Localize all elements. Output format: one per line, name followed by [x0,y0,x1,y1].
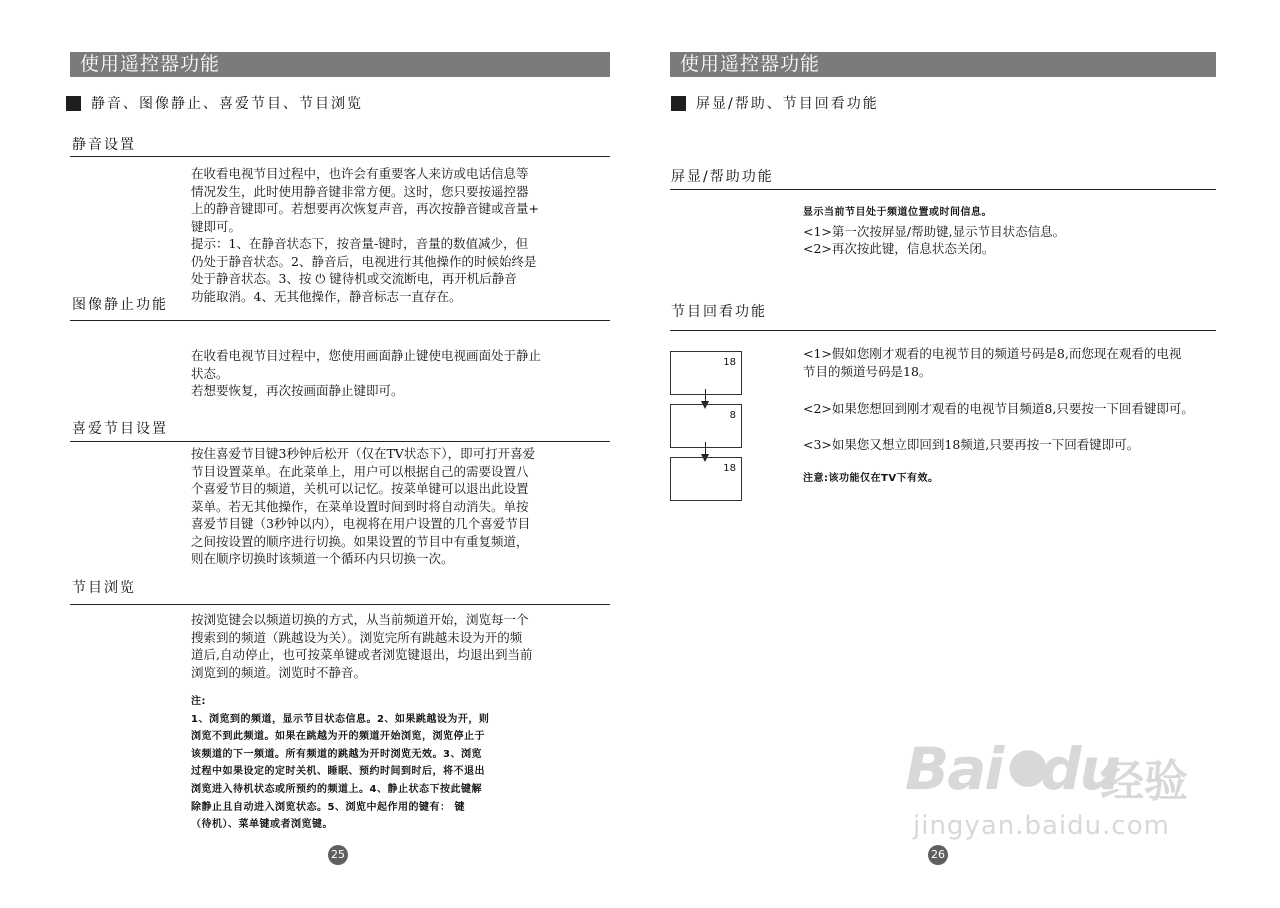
right-section-marker [671,96,686,111]
freeze-rule [70,320,610,321]
display-heading: 屏显/帮助功能 [671,169,774,185]
recall-item-2: <2>如果您想回到刚才观看的电视节目频道8,只要按一下回看键即可。 [803,401,1194,416]
paw-icon: ● [1007,737,1049,793]
mute-heading: 静音设置 [72,137,136,153]
right-banner-title: 使用遥控器功能 [680,53,821,75]
left-page-number: 25 [328,845,348,865]
right-page-banner [670,52,1216,77]
browse-note: 注: 1、浏览到的频道，显示节目状态信息。2、如果跳越设为开，则 浏览不到此频道。如果在跳越为开的频道开始浏览，浏览停止于 该频道的下一频道。所有频道的跳越为开时浏览无效。3、浏览 过程中如果设定的定时关机、睡眠、预约时间到时后，将不退出 浏览进入待机状态或所预约的频道上。4、静止状态下按此键解 除静止且自动进入浏览状态。5、浏览中起作用的键有： 键 （待机）、菜单键或者浏览键。 [191,696,490,831]
freeze-text: 在收看电视节目过程中，您使用画面静止键使电视画面处于静止 状态。 若想要恢复，再次按画面静止键即可。 [191,348,542,398]
display-item-1: <1>第一次按屏显/帮助键,显示节目状态信息。 [803,224,1066,239]
watermark-brand-a: Bai [905,735,1003,803]
left-banner-title: 使用遥控器功能 [80,53,221,75]
recall-item-1: <1>假如您刚才观看的电视节目的频道号码是8,而您现在观看的电视 节目的频道号码是18。 [803,346,1182,379]
favorite-text: 按住喜爱节目键3秒钟后松开（仅在TV状态下），即可打开喜爱 节目设置菜单。在此菜单上，用户可以根据自己的需要设置八 个喜爱节目的频道，关机可以记忆。按菜单键可以退出此设置 菜单。若无其他操作，在菜单设置时间到时将自动消失。单按 喜爱节目键（3秒钟以内），电视将在用户设置的几个喜爱节目 之间按设置的顺序进行切换。如果设置的节目中有重复频道， 则在顺序切换时该频道一个循环内只切换一次。 [191,446,536,566]
left-page-banner [70,52,610,77]
recall-item-3: <3>如果您又想立即回到18频道,只要再按一下回看键即可。 [803,437,1140,452]
watermark-url: jingyan.baidu.com [913,811,1170,841]
tv-channel-3: 18 [723,463,736,474]
display-rule [670,189,1216,190]
browse-heading: 节目浏览 [72,580,136,596]
mute-rule [70,156,610,157]
baidu-watermark [905,735,1205,845]
tv-channel-1: 18 [723,357,736,368]
right-page-number: 26 [928,845,948,865]
favorite-heading: 喜爱节目设置 [72,421,168,437]
recall-note: 注意:该功能仅在TV下有效。 [803,473,939,484]
recall-rule [670,330,1216,331]
left-section-marker [66,96,81,111]
left-section-title: 静音、图像静止、喜爱节目、节目浏览 [91,96,363,112]
tv-channel-2: 8 [729,410,736,421]
browse-rule [70,604,610,605]
tv-screen-2 [670,404,742,448]
browse-text: 按浏览键会以频道切换的方式，从当前频道开始，浏览每一个 搜索到的频道（跳越设为关）。浏览完所有跳越未设为开的频 道后,自动停止，也可按菜单键或者浏览键退出，均退出到当前 浏览到的频道。浏览时不静音。 [191,612,533,680]
display-item-2: <2>再次按此键，信息状态关闭。 [803,241,995,256]
mute-text: 在收看电视节目过程中，也许会有重要客人来访或电话信息等 情况发生，此时使用静音键非常方便。这时，您只要按遥控器 上的静音键即可。若想要再次恢复声音，再次按静音键或音量+ 键即可。 提示：1、在静音状态下，按音量-键时，音量的数值减少，但 仍处于静音状态。2、静音后，电视进行其他操作的时候始终是 处于静音状态。3、按 ⏻ 键待机或交流断电，再开机后静音 功能取消。4、无其他操作，静音标志一直存在。 [191,166,539,304]
right-section-title: 屏显/帮助、节目回看功能 [696,96,879,112]
recall-heading: 节目回看功能 [671,304,767,320]
favorite-rule [70,441,610,442]
watermark-brand-b: du [1040,735,1119,803]
tv-screen-3 [670,457,742,501]
tv-screen-1 [670,351,742,395]
display-intro: 显示当前节目处于频道位置或时间信息。 [803,207,992,218]
watermark-brand-c: 经验 [1100,756,1188,807]
freeze-heading: 图像静止功能 [72,297,168,313]
